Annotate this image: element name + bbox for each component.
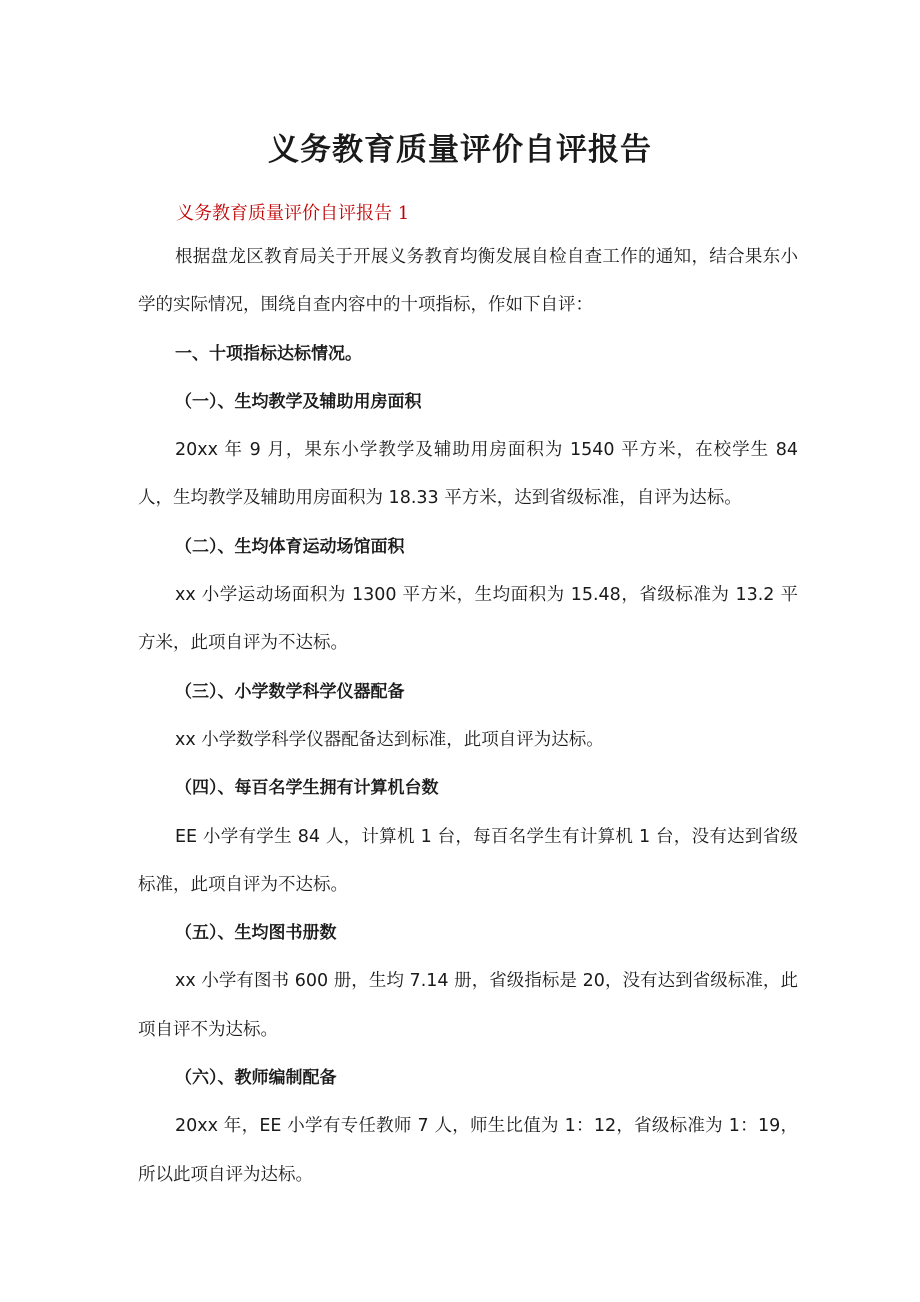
item-text-5: xx 小学有图书 600 册，生均 7.14 册，省级指标是 20，没有达到省级标准，此项自评不为达标。 [138, 971, 798, 1040]
intro-paragraph: 根据盘龙区教育局关于开展义务教育均衡发展自检自查工作的通知，结合果东小学的实际情况，围绕自查内容中的十项指标，作如下自评： [138, 247, 798, 316]
item-heading-5: （五）、生均图书册数 [175, 923, 337, 944]
item-text-3: xx 小学数学科学仪器配备达到标准，此项自评为达标。 [175, 729, 604, 750]
item-text-4: EE 小学有学生 84 人，计算机 1 台，每百名学生有计算机 1 台，没有达到省级标准，此项自评为不达标。 [138, 826, 798, 895]
item-heading-1: （一）、生均教学及辅助用房面积 [175, 391, 422, 412]
document-title: 义务教育质量评价自评报告 [268, 132, 652, 168]
item-heading-3: （三）、小学数学科学仪器配备 [175, 681, 405, 702]
section-heading: 一、十项指标达标情况。 [175, 343, 362, 364]
item-text-6: 20xx 年，EE 小学有专任教师 7 人，师生比值为 1：12，省级标准为 1：19，所以此项自评为达标。 [138, 1116, 798, 1185]
item-heading-6: （六）、教师编制配备 [175, 1068, 337, 1089]
item-text-1: 20xx 年 9 月，果东小学教学及辅助用房面积为 1540 平方米，在校学生 84 人，生均教学及辅助用房面积为 18.33 平方米，达到省级标准，自评为达标。 [138, 440, 798, 509]
item-heading-2: （二）、生均体育运动场馆面积 [175, 536, 405, 557]
item-text-2: xx 小学运动场面积为 1300 平方米，生均面积为 15.48，省级标准为 13.2 平方米，此项自评为不达标。 [138, 585, 798, 654]
item-heading-4: （四）、每百名学生拥有计算机台数 [175, 778, 439, 799]
document-body [138, 233, 798, 1199]
document-subtitle: 义务教育质量评价自评报告 1 [176, 203, 410, 224]
